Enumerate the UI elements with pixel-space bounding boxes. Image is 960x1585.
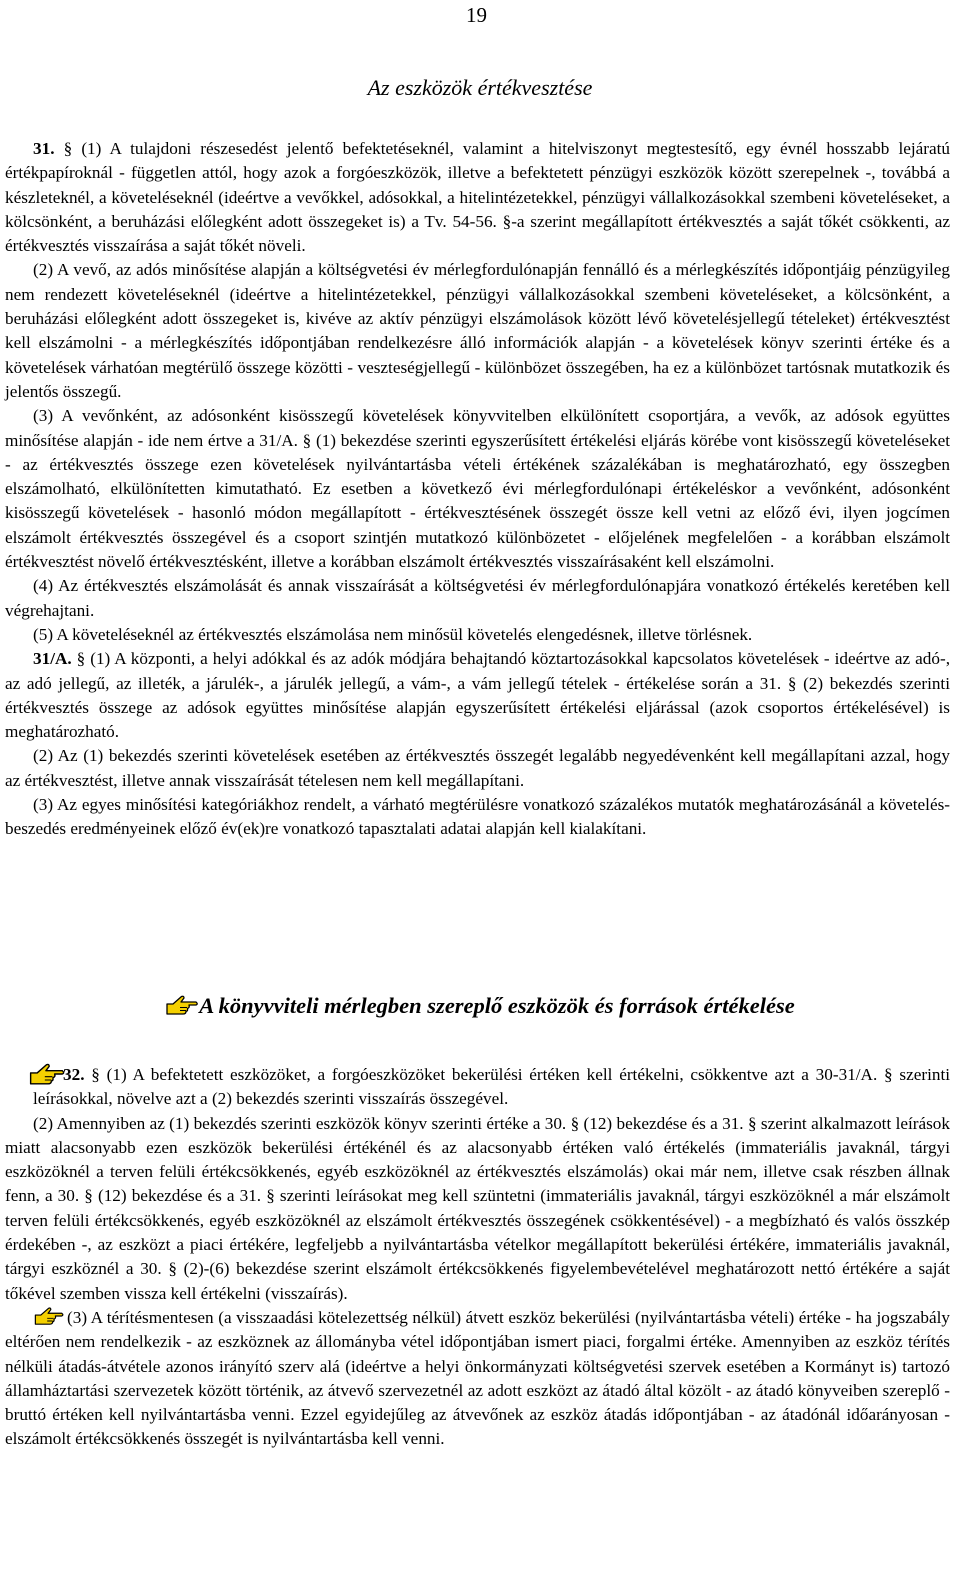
subsection-title-text: A könyvviteli mérlegben szereplő eszközök és források értékelése xyxy=(199,993,795,1018)
paragraph-text: (3) A térítésmentesen (a visszaadási kötelezettség nélkül) átvett eszköz bekerülési (nyilvántartásba vételi) értéke - ha jogszabály eltérően nem rendelkezik - az eszköznek az állományba vétel időpontjában ismert piaci, forgalmi értéke. Amennyiben az eszköz térítés nélküli átadás-átvétele azonos irányító szerv alá (ideértve a helyi önkormányzati költségvetési szervek esetében a Kormányt is) tartozó államháztartási szervezetek között történik, az átvevő szervezetnél az adott eszközt az átadó által közölt - az átadó könyveiben szereplő - bruttó értéken kell nyilvántartásba venni. Ezzel egyidejűleg az átvevőnek az eszköz átadás időpontjában - az átadónál időarányosan - elszámolt értékcsökkenés összegét is nyilvántartásba kell venni. xyxy=(5,1307,950,1449)
paragraph-31a-3: (3) Az egyes minősítési kategóriákhoz rendelt, a várható megtérülésre vonatkozó százalékos mutatók meghatározásánál a követelés-beszedés eredményeinek előző év(ek)re vonatkozó tapasztalati adatai alapján kell kialakítani. xyxy=(5,795,950,839)
section-number: 31/A. xyxy=(33,649,72,669)
paragraph-31-1 xyxy=(5,137,950,258)
paragraph-31-3: (3) A vevőnként, az adósonként kisösszegű követelések könyvvitelben elkülönített csoportjára, a vevők, az adósok együttes minősítése alapján - ide nem értve a 31/A. § (1) bekezdése szerinti egyszerűsített értékelési eljárás körébe vont kisösszegű követeléseket - az értékvesztés összege ezen követelések nyilvántartásba vételi értékének százalékában is meghatározható, egy összegben elszámolható, elkülönítetten kimutatható. Ez esetben a következő évi mérlegfordulónapi értékeléskor a vevőnként, adósonként kisösszegű követelések - hasonló módon megállapított - értékvesztésének összegét össze kell vetni az előző évi, ilyen jogcímen elszámolt értékvesztés összegével és a csoport szintjén mutatkozó különbözetet - előjelének megfelelően - a korábban elszámolt értékvesztést növelő értékvesztésként, illetve a korábban elszámolt értékvesztés visszaírásaként kell elszámolni. xyxy=(5,406,950,572)
paragraph-31-2: (2) A vevő, az adós minősítése alapján a költségvetési év mérlegfordulónapján fennálló és a mérlegkészítés időpontjáig pénzügyileg nem rendezett követeléseknél (ideértve a hitelintézetekkel, pénzügyi vállalkozásokkal szembeni követeléseket, a kölcsönként, a beruházási előlegként adott összegeket is, kivéve az aktív pénzügyi elszámolások között lévő követelésjellegű tételeket) értékvesztést kell elszámolni - a mérlegkészítés időpontjában rendelkezésre álló információk alapján - a követelések könyv szerinti értéke és a követelések várhatóan megtérülő összege közötti - veszteségjellegű - különbözet összegében, ha ez a különbözet tartósnak mutatkozik és jelentős összegű. xyxy=(5,260,950,401)
paragraph-31a-2: (2) Az (1) bekezdés szerinti követelések esetében az értékvesztés összegét legalább negyedévenként kell megállapítani azzal, hogy az értékvesztést, illetve annak visszaírását tételesen nem kell megállapítani. xyxy=(5,746,950,790)
paragraph-32-2: (2) Amennyiben az (1) bekezdés szerinti eszközök könyv szerinti értéke a 30. § (12) bekezdése és a 31. § szerint alkalmazott leírások miatt alacsonyabb ezen eszközök bekerülési értékénél és az alacsonyabb értéken való értékelés (immateriális javaknál, tárgyi eszközöknél a terven felüli értékcsökkenés, egyéb eszközöknél az értékvesztés elszámolás) okai már nem, illetve csak részben állnak fenn, a 30. § (12) bekezdése és a 31. § szerinti leírásokat meg kell szüntetni (immateriális javaknál, tárgyi eszközöknél a már elszámolt terven felüli értékcsökkenés, egyéb eszközöknél az elszámolt értékvesztés összegének csökkentésével) - a megbízható és valós összkép érdekében -, az eszközt a piaci értékére, legfeljebb a nyilvántartásba vételkor megállapított bekerülési értékére, immateriális javaknál, tárgyi eszköznél a 30. § (2)-(6) bekezdése szerint elszámolt értékcsökkenés figyelembevételével meghatározott nettó értékére a saját tőkével szemben vissza kell értékelni (visszaírás). xyxy=(5,1113,950,1303)
paragraph-text: § (1) A tulajdoni részesedést jelentő befektetéseknél, valamint a hitelviszonyt megtestesítő, egy évnél hosszabb lejáratú értékpapíroknál - független attól, hogy azok a forgóeszközök, illetve a befektetett pénzügyi eszközök között szerepelnek -, továbbá a készleteknél, a követeléseknél (ideértve a vevőkkel, adósokkal, a hitelintézetekkel, pénzügyi vállalkozásokkal szembeni követeléseket, a kölcsönként, a beruházási előlegként adott összegeket is) a Tv. 54-56. §-a szerint megállapított értékvesztés a saját tőkét csökkenti, az értékvesztés visszaírása a saját tőkét növeli. xyxy=(5,139,951,256)
section-number: 31. xyxy=(33,139,55,158)
section-32 xyxy=(5,1063,950,1452)
pointing-hand-icon xyxy=(33,1306,65,1326)
paragraph-32-1 xyxy=(5,1063,950,1112)
section-title: Az eszközök értékvesztése xyxy=(367,75,593,100)
page-number: 19 xyxy=(466,3,487,27)
paragraph-31a-1 xyxy=(5,647,950,744)
paragraph-32-3 xyxy=(5,1306,950,1452)
paragraph-31-5: (5) A követeléseknél az értékvesztés elszámolása nem minősül követelés elengedésnek, illetve törlésnek. xyxy=(33,624,753,644)
subsection-title xyxy=(0,990,960,1022)
section-31-31a xyxy=(5,137,950,842)
section-number: 32. xyxy=(63,1065,85,1084)
paragraph-text: § (1) A befektetett eszközöket, a forgóeszközöket bekerülési értéken kell értékelni, csökkentve azt a 30-31/A. § szerinti leírásokkal, növelve azt a (2) bekezdés szerinti visszaírás összegével. xyxy=(33,1065,950,1109)
pointing-hand-icon xyxy=(165,994,199,1016)
paragraph-text: § (1) A központi, a helyi adókkal és az adók módjára behajtandó köztartozásokkal kapcsolatos követelések - ideértve az adó-, az adó jellegű, az illeték, a járulék-, a járulék jellegű, a vám-, a vám jellegű tételek - értékelése során a 31. § (2) bekezdés szerinti értékvesztés összege az adósok együttes minősítése alapján egyszerűsített értékelési eljárással (azok csoportos értékelésével) is meghatározható. xyxy=(5,649,950,742)
paragraph-31-4: (4) Az értékvesztés elszámolását és annak visszaírását a költségvetési év mérlegfordulónapjára vonatkozó értékelés keretében kell végrehajtani. xyxy=(5,576,950,620)
